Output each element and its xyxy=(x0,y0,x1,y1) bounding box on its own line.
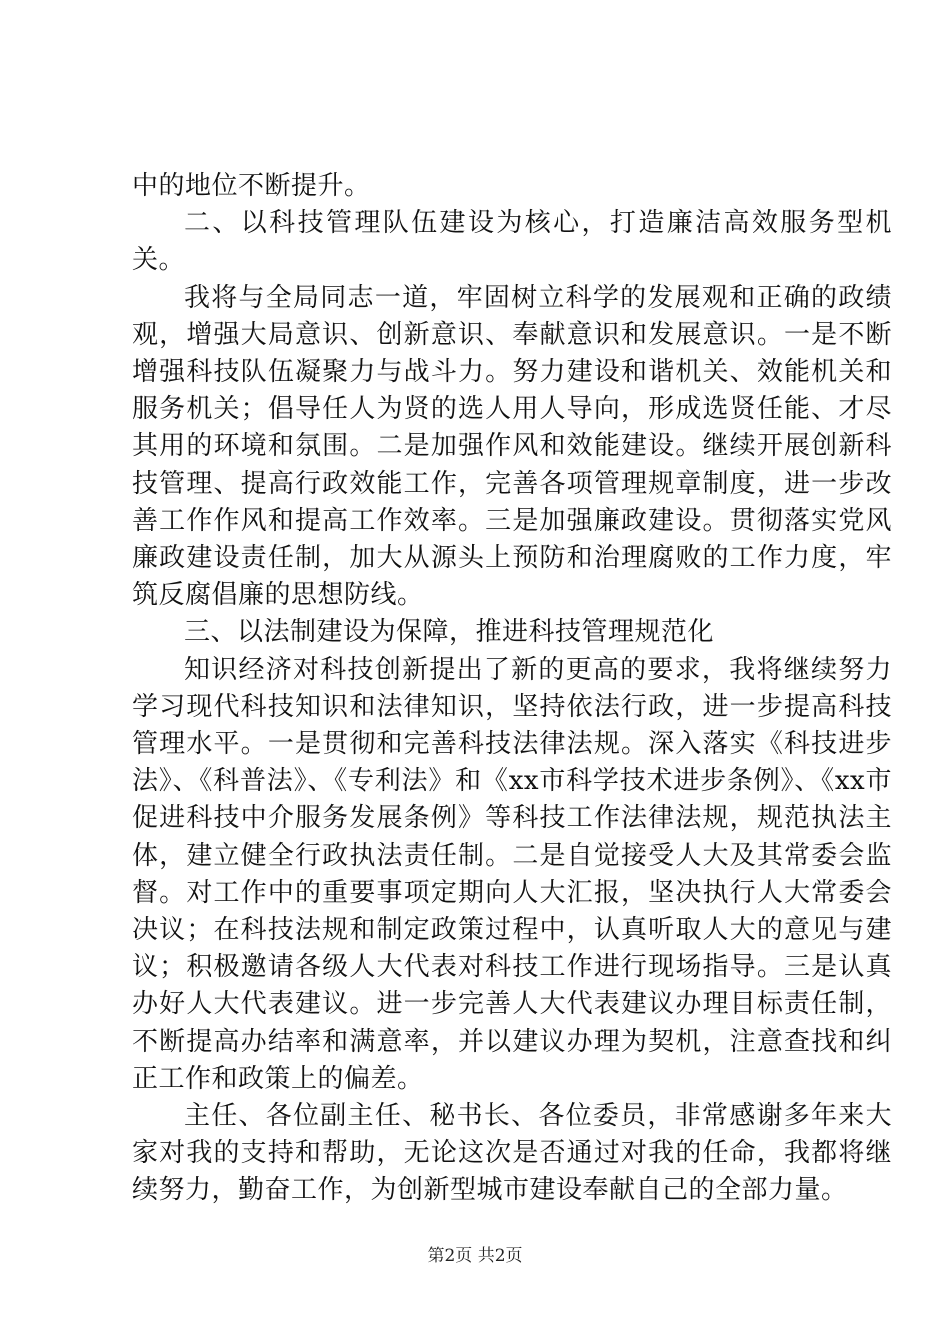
paragraph-continuation: 中的地位不断提升。 xyxy=(132,171,371,201)
section-heading-three: 三、以法制建设为保障，推进科技管理规范化 xyxy=(184,617,715,648)
paragraph-closing: 主任、各位副主任、秘书长、各位委员，非常感谢多年来大家对我的支持和帮助，无论这次是否通过对我的任命，我都将继续努力，勤奋工作，为创新型城市建设奉献自己的全部力量。 xyxy=(132,1101,892,1206)
page-footer xyxy=(0,1245,950,1267)
section-heading-two: 二、以科技管理队伍建设为核心，打造廉洁高效服务型机关。 xyxy=(132,208,892,276)
paragraph-legal-system: 知识经济对科技创新提出了新的更高的要求，我将继续努力学习现代科技知识和法律知识，坚持依法行政，进一步提高科技管理水平。一是贯彻和完善科技法律法规。深入落实《科技进步法》、《科普法》、《专利法》和《xx市科学技术进步条例》、《xx市促进科技中介服务发展条例》等科技工作法律法规，规范执法主体，建立健全行政执法责任制。二是自觉接受人大及其常委会监督。对工作中的重要事项定期向人大汇报，坚决执行人大常委会决议；在科技法规和制定政策过程中，认真听取人大的意见与建议；积极邀请各级人大代表对科技工作进行现场指导。三是认真办好人大代表建议。进一步完善人大代表建议办理目标责任制，不断提高办结率和满意率，并以建议办理为契机，注意查找和纠正工作和政策上的偏差。 xyxy=(132,654,892,1094)
page-number: 第2页 共2页 xyxy=(427,1246,523,1266)
paragraph-team-building: 我将与全局同志一道，牢固树立科学的发展观和正确的政绩观，增强大局意识、创新意识、奉献意识和发展意识。一是不断增强科技队伍凝聚力与战斗力。努力建设和谐机关、效能机关和服务机关；倡导任人为贤的选人用人导向，形成选贤任能、才尽其用的环境和氛围。二是加强作风和效能建设。继续开展创新科技管理、提高行政效能工作，完善各项管理规章制度，进一步改善工作作风和提高工作效率。三是加强廉政建设。贯彻落实党风廉政建设责任制，加大从源头上预防和治理腐败的工作力度，牢筑反腐倡廉的思想防线。 xyxy=(132,282,892,611)
document-body xyxy=(132,168,892,1210)
